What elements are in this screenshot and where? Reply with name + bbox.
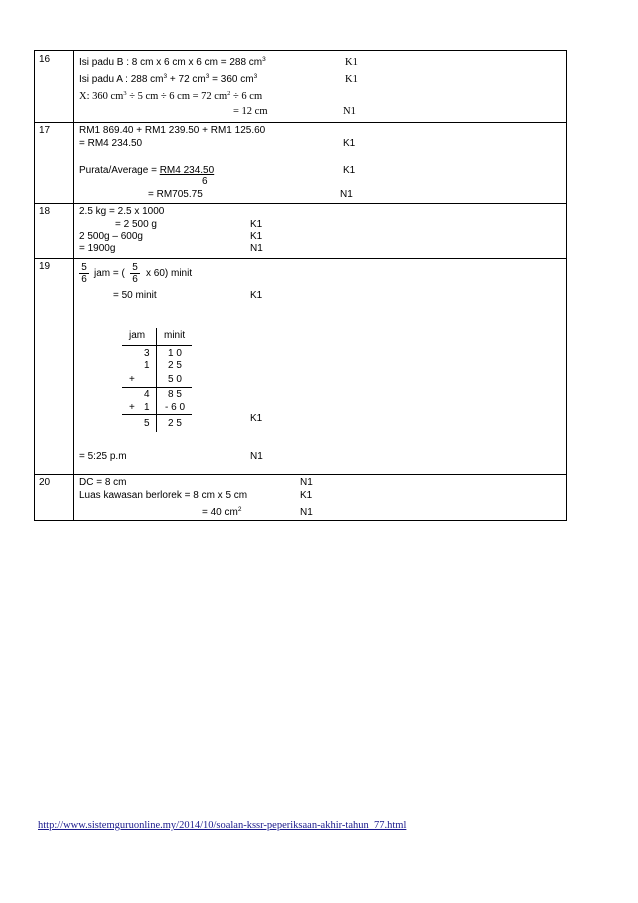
table-cell-minit: 1 0 — [168, 348, 182, 359]
question-number: 20 — [39, 477, 51, 488]
mark-label: N1 — [343, 106, 356, 117]
answer-line: = 1900g — [79, 243, 116, 254]
mark-label: K1 — [250, 290, 263, 301]
table-op: + — [129, 402, 135, 413]
answer-line: x 60) minit — [146, 268, 193, 279]
table-cell-minit: 8 5 — [168, 389, 182, 400]
answer-line: DC = 8 cm — [79, 477, 127, 488]
answer-line: = 50 minit — [113, 290, 157, 301]
answer-line: = 2 500 g — [115, 219, 157, 230]
column-header-minit: minit — [164, 330, 186, 341]
answer-line: 2 500g – 600g — [79, 231, 143, 242]
answer-line: = RM705.75 — [148, 189, 203, 200]
answer-line: = 40 $cm^2$ — [202, 506, 242, 518]
table-border-bottom — [34, 520, 567, 521]
table-rule — [122, 345, 192, 346]
question-number: 19 — [39, 261, 51, 272]
column-header-jam: jam — [129, 330, 146, 341]
table-border-right — [566, 50, 567, 520]
answer-line: = 12 cm — [233, 106, 268, 117]
row-divider — [34, 122, 567, 123]
table-op: + — [129, 374, 135, 385]
answer-line: 6 — [202, 176, 208, 187]
table-cell-jam: 1 — [144, 360, 150, 371]
table-border-top — [34, 50, 567, 51]
table-cell-minit: 5 0 — [168, 374, 182, 385]
mark-label: N1 — [340, 189, 353, 200]
mark-label: K1 — [345, 74, 358, 85]
mark-label: N1 — [250, 243, 263, 254]
answer-line: Purata/Average = RM4 234.50 — [79, 165, 215, 176]
mark-label: N1 — [250, 451, 263, 462]
footer-link[interactable]: http://www.sistemguruonline.my/2014/10/soalan-kssr-peperiksaan-akhir-tahun_77.html — [38, 820, 407, 831]
answer-line: 2.5 kg = 2.5 x 1000 — [79, 206, 165, 217]
mark-label: K1 — [300, 490, 313, 501]
column-divider — [73, 50, 74, 520]
table-cell-minit: 2 5 — [168, 360, 182, 371]
mark-label: K1 — [343, 138, 356, 149]
mark-label: K1 — [250, 219, 263, 230]
table-cell-jam: 1 — [144, 402, 150, 413]
table-border-left — [34, 50, 35, 520]
mark-label: K1 — [345, 57, 358, 68]
answer-line: = RM4 234.50 — [79, 138, 143, 149]
question-number: 18 — [39, 206, 51, 217]
mark-label: K1 — [250, 231, 263, 242]
answer-line: jam = ( — [94, 268, 125, 279]
fraction: $\frac{5}{6}$ — [130, 262, 140, 285]
question-number: 17 — [39, 125, 51, 136]
answer-line: X: 360 $cm^3 \div 5$ cm ÷ 6 cm = 72 $cm^2 \div 6$ cm — [79, 90, 263, 102]
answer-line: Luas kawasan berlorek = 8 cm x 5 cm — [79, 490, 248, 501]
table-cell-jam: 4 — [144, 389, 150, 400]
table-cell-jam: 3 — [144, 348, 150, 359]
mark-label: N1 — [300, 477, 313, 488]
question-number: 16 — [39, 54, 51, 65]
answer-line: Isi padu B : 8 cm x 6 cm x 6 cm = 288 $cm^3$ — [79, 56, 266, 68]
row-divider — [34, 258, 567, 259]
row-divider — [34, 203, 567, 204]
mark-label: K1 — [250, 413, 263, 424]
answer-line: Isi padu A : 288 $cm^3 + 72$ $cm^3 = 360$ $cm^3$ — [79, 73, 258, 85]
table-cell-jam: 5 — [144, 418, 150, 429]
table-cell-minit: 2 5 — [168, 418, 182, 429]
row-divider — [34, 474, 567, 475]
answer-line: RM1 869.40 + RM1 239.50 + RM1 125.60 — [79, 125, 266, 136]
fraction: $\frac{5}{6}$ — [79, 262, 89, 285]
table-cell-minit: - 6 0 — [165, 402, 186, 413]
answer-line: = 5:25 p.m — [79, 451, 127, 462]
mark-label: K1 — [343, 165, 356, 176]
table-separator — [156, 328, 157, 432]
table-rule — [122, 414, 192, 415]
mark-label: N1 — [300, 507, 313, 518]
table-rule — [122, 387, 192, 388]
